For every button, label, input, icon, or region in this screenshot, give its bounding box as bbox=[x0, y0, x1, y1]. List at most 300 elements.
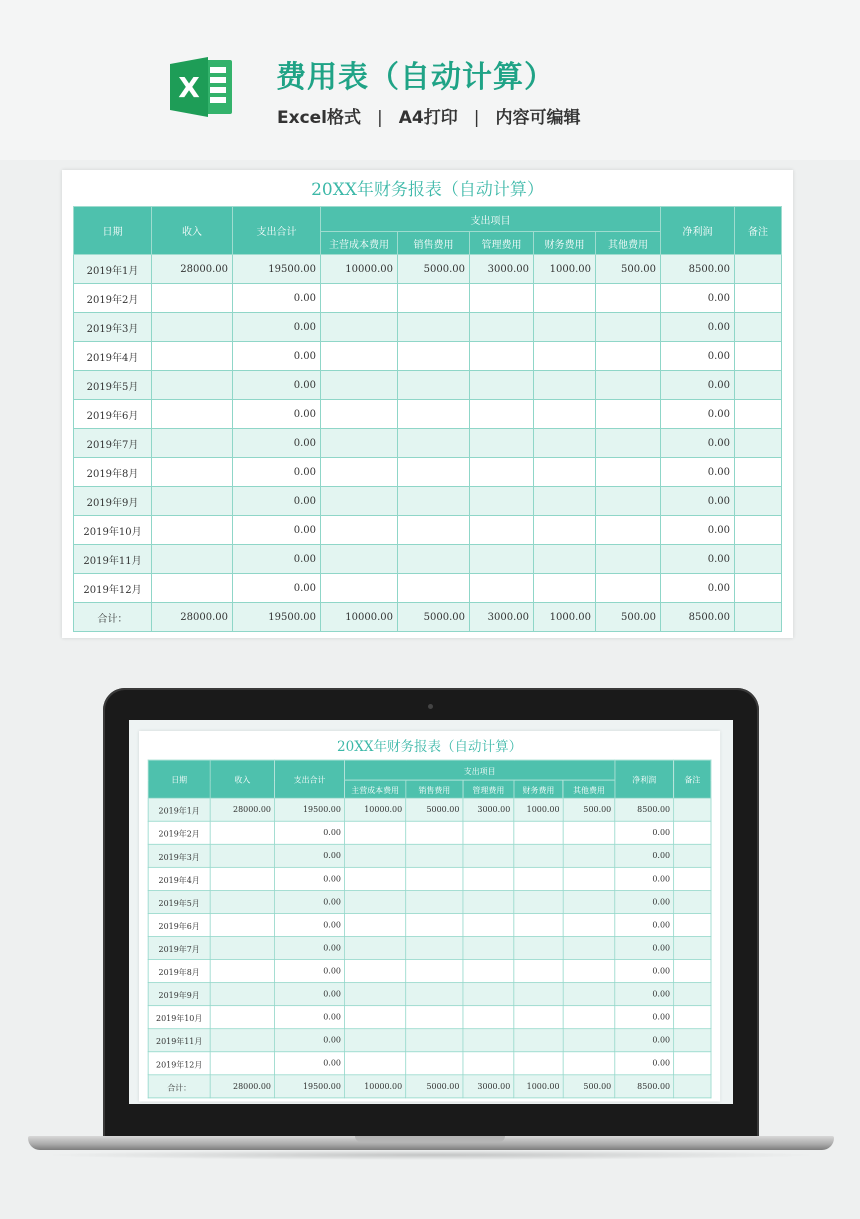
table-row bbox=[74, 313, 782, 342]
table-cell[interactable] bbox=[534, 400, 596, 429]
table-cell[interactable]: 5000.00 bbox=[406, 798, 463, 821]
table-cell[interactable] bbox=[152, 371, 233, 400]
table-cell[interactable]: 2019年10月 bbox=[148, 1006, 210, 1029]
table-cell[interactable] bbox=[463, 844, 514, 867]
table-cell[interactable]: 0.00 bbox=[615, 913, 674, 936]
table-cell[interactable] bbox=[210, 890, 274, 913]
table-cell[interactable] bbox=[563, 1029, 615, 1052]
total-cell[interactable]: 1000.00 bbox=[514, 1075, 563, 1098]
table-cell[interactable]: 0.00 bbox=[615, 844, 674, 867]
table-cell[interactable] bbox=[534, 429, 596, 458]
table-cell[interactable] bbox=[345, 937, 406, 960]
table-cell[interactable]: 0.00 bbox=[275, 821, 345, 844]
col-date-header: 日期 bbox=[148, 760, 210, 798]
table-cell[interactable]: 2019年5月 bbox=[74, 371, 152, 400]
table-cell[interactable] bbox=[398, 545, 470, 574]
table-cell[interactable]: 0.00 bbox=[233, 342, 321, 371]
total-cell[interactable]: 19500.00 bbox=[233, 603, 321, 632]
table-cell[interactable]: 0.00 bbox=[275, 913, 345, 936]
table-cell[interactable]: 2019年4月 bbox=[148, 867, 210, 890]
table-cell[interactable] bbox=[674, 890, 711, 913]
table-cell[interactable] bbox=[596, 342, 661, 371]
table-cell[interactable] bbox=[406, 913, 463, 936]
table-cell[interactable] bbox=[674, 983, 711, 1006]
table-cell[interactable] bbox=[152, 284, 233, 313]
table-cell[interactable] bbox=[735, 313, 782, 342]
table-cell[interactable]: 2019年5月 bbox=[148, 890, 210, 913]
table-cell[interactable] bbox=[463, 867, 514, 890]
table-cell[interactable] bbox=[406, 890, 463, 913]
total-cell[interactable]: 28000.00 bbox=[152, 603, 233, 632]
table-cell[interactable]: 10000.00 bbox=[345, 798, 406, 821]
table-cell[interactable]: 19500.00 bbox=[275, 798, 345, 821]
table-cell[interactable] bbox=[735, 255, 782, 284]
table-cell[interactable] bbox=[152, 516, 233, 545]
col-expense-items-header: 支出项目 bbox=[345, 760, 615, 780]
table-row bbox=[148, 1052, 711, 1075]
table-row bbox=[148, 821, 711, 844]
table-cell[interactable]: 2019年4月 bbox=[74, 342, 152, 371]
table-cell[interactable] bbox=[596, 371, 661, 400]
table-cell[interactable]: 0.00 bbox=[661, 458, 735, 487]
table-cell[interactable] bbox=[406, 937, 463, 960]
table-cell[interactable] bbox=[210, 1052, 274, 1075]
laptop-notch bbox=[355, 1136, 505, 1142]
table-cell[interactable] bbox=[345, 844, 406, 867]
total-cell[interactable]: 28000.00 bbox=[210, 1075, 274, 1098]
table-cell[interactable]: 0.00 bbox=[275, 983, 345, 1006]
table-cell[interactable]: 0.00 bbox=[275, 937, 345, 960]
table-cell[interactable] bbox=[674, 937, 711, 960]
table-cell[interactable] bbox=[563, 937, 615, 960]
table-cell[interactable] bbox=[596, 574, 661, 603]
subtitle-print: A4打印 bbox=[398, 108, 458, 128]
total-cell[interactable] bbox=[735, 603, 782, 632]
table-cell[interactable] bbox=[470, 342, 534, 371]
table-cell[interactable]: 0.00 bbox=[275, 890, 345, 913]
table-cell[interactable] bbox=[398, 284, 470, 313]
table-cell[interactable] bbox=[398, 458, 470, 487]
table-cell[interactable] bbox=[470, 371, 534, 400]
table-cell[interactable] bbox=[406, 867, 463, 890]
table-cell[interactable]: 0.00 bbox=[233, 284, 321, 313]
table-cell[interactable]: 0.00 bbox=[615, 867, 674, 890]
table-cell[interactable] bbox=[463, 821, 514, 844]
table-cell[interactable]: 0.00 bbox=[275, 1006, 345, 1029]
table-cell[interactable]: 0.00 bbox=[615, 1029, 674, 1052]
table-cell[interactable] bbox=[321, 400, 398, 429]
table-cell[interactable] bbox=[321, 458, 398, 487]
total-cell[interactable]: 500.00 bbox=[563, 1075, 615, 1098]
table-cell[interactable]: 0.00 bbox=[233, 516, 321, 545]
table-cell[interactable] bbox=[514, 1029, 563, 1052]
table-cell[interactable] bbox=[406, 821, 463, 844]
table-cell[interactable] bbox=[345, 983, 406, 1006]
table-cell[interactable] bbox=[674, 821, 711, 844]
table-cell[interactable] bbox=[152, 429, 233, 458]
table-cell[interactable]: 0.00 bbox=[275, 867, 345, 890]
table-cell[interactable] bbox=[563, 867, 615, 890]
table-cell[interactable] bbox=[321, 487, 398, 516]
table-cell[interactable] bbox=[152, 313, 233, 342]
table-cell[interactable] bbox=[406, 960, 463, 983]
table-cell[interactable]: 3000.00 bbox=[470, 255, 534, 284]
table-cell[interactable] bbox=[463, 1052, 514, 1075]
table-cell[interactable] bbox=[321, 574, 398, 603]
table-cell[interactable] bbox=[735, 429, 782, 458]
excel-x-icon bbox=[166, 52, 236, 122]
total-cell[interactable]: 3000.00 bbox=[470, 603, 534, 632]
table-cell[interactable]: 2019年1月 bbox=[74, 255, 152, 284]
table-cell[interactable]: 0.00 bbox=[233, 574, 321, 603]
table-cell[interactable] bbox=[210, 913, 274, 936]
table-cell[interactable] bbox=[534, 545, 596, 574]
table-cell[interactable]: 0.00 bbox=[233, 400, 321, 429]
table-row bbox=[148, 937, 711, 960]
table-cell[interactable]: 0.00 bbox=[275, 960, 345, 983]
table-cell[interactable] bbox=[463, 960, 514, 983]
subtitle-separator: | bbox=[473, 108, 480, 128]
table-row bbox=[148, 960, 711, 983]
table-cell[interactable] bbox=[563, 1006, 615, 1029]
table-cell[interactable] bbox=[596, 545, 661, 574]
table-cell[interactable] bbox=[514, 913, 563, 936]
header-row bbox=[148, 760, 711, 780]
table-cell[interactable] bbox=[674, 798, 711, 821]
table-cell[interactable]: 0.00 bbox=[661, 371, 735, 400]
table-cell[interactable] bbox=[463, 937, 514, 960]
table-cell[interactable] bbox=[596, 487, 661, 516]
table-cell[interactable] bbox=[674, 1029, 711, 1052]
table-cell[interactable]: 0.00 bbox=[661, 516, 735, 545]
table-cell[interactable] bbox=[398, 429, 470, 458]
table-cell[interactable] bbox=[398, 371, 470, 400]
table-cell[interactable] bbox=[470, 516, 534, 545]
table-cell[interactable]: 0.00 bbox=[233, 371, 321, 400]
table-cell[interactable] bbox=[514, 1006, 563, 1029]
table-cell[interactable]: 2019年3月 bbox=[74, 313, 152, 342]
table-cell[interactable] bbox=[152, 400, 233, 429]
table-cell[interactable]: 5000.00 bbox=[398, 255, 470, 284]
table-cell[interactable] bbox=[210, 844, 274, 867]
table-cell[interactable] bbox=[210, 937, 274, 960]
total-cell[interactable]: 合计： bbox=[74, 603, 152, 632]
table-row bbox=[74, 487, 782, 516]
table-cell[interactable] bbox=[596, 429, 661, 458]
product-header bbox=[0, 0, 860, 160]
table-cell[interactable]: 2019年7月 bbox=[148, 937, 210, 960]
table-cell[interactable]: 0.00 bbox=[275, 844, 345, 867]
total-cell[interactable]: 500.00 bbox=[596, 603, 661, 632]
col-net-profit-header: 净利润 bbox=[615, 760, 674, 798]
table-cell[interactable] bbox=[735, 545, 782, 574]
table-cell[interactable] bbox=[534, 516, 596, 545]
table-cell[interactable] bbox=[674, 960, 711, 983]
table-cell[interactable] bbox=[463, 983, 514, 1006]
table-cell[interactable] bbox=[463, 1029, 514, 1052]
table-cell[interactable] bbox=[735, 342, 782, 371]
table-cell[interactable]: 0.00 bbox=[233, 313, 321, 342]
table-cell[interactable] bbox=[596, 458, 661, 487]
table-cell[interactable] bbox=[563, 890, 615, 913]
table-cell[interactable] bbox=[345, 1006, 406, 1029]
table-cell[interactable]: 0.00 bbox=[233, 429, 321, 458]
col-income-header: 收入 bbox=[152, 207, 233, 255]
total-cell[interactable]: 5000.00 bbox=[406, 1075, 463, 1098]
table-cell[interactable]: 1000.00 bbox=[534, 255, 596, 284]
table-cell[interactable] bbox=[596, 313, 661, 342]
table-cell[interactable]: 2019年6月 bbox=[148, 913, 210, 936]
table-cell[interactable] bbox=[152, 487, 233, 516]
table-row bbox=[74, 255, 782, 284]
table-cell[interactable] bbox=[152, 545, 233, 574]
table-cell[interactable]: 0.00 bbox=[615, 821, 674, 844]
table-cell[interactable]: 2019年1月 bbox=[148, 798, 210, 821]
table-cell[interactable]: 2019年10月 bbox=[74, 516, 152, 545]
table-cell[interactable]: 19500.00 bbox=[233, 255, 321, 284]
table-row bbox=[148, 844, 711, 867]
table-cell[interactable]: 0.00 bbox=[615, 937, 674, 960]
table-cell[interactable]: 0.00 bbox=[233, 487, 321, 516]
table-cell[interactable] bbox=[674, 844, 711, 867]
table-row bbox=[148, 890, 711, 913]
table-cell[interactable] bbox=[321, 342, 398, 371]
table-cell[interactable] bbox=[470, 458, 534, 487]
table-cell[interactable] bbox=[406, 1029, 463, 1052]
table-cell[interactable] bbox=[463, 890, 514, 913]
table-cell[interactable] bbox=[563, 983, 615, 1006]
table-cell[interactable] bbox=[152, 458, 233, 487]
total-cell[interactable]: 3000.00 bbox=[463, 1075, 514, 1098]
table-cell[interactable]: 28000.00 bbox=[210, 798, 274, 821]
table-cell[interactable]: 0.00 bbox=[661, 487, 735, 516]
table-cell[interactable]: 2019年11月 bbox=[74, 545, 152, 574]
table-cell[interactable] bbox=[345, 821, 406, 844]
table-row bbox=[74, 400, 782, 429]
table-cell[interactable] bbox=[210, 983, 274, 1006]
table-cell[interactable] bbox=[321, 545, 398, 574]
table-cell[interactable] bbox=[534, 371, 596, 400]
spreadsheet-preview bbox=[62, 170, 793, 638]
total-cell[interactable]: 10000.00 bbox=[321, 603, 398, 632]
table-cell[interactable] bbox=[534, 458, 596, 487]
table-cell[interactable] bbox=[514, 844, 563, 867]
table-cell[interactable]: 2019年6月 bbox=[74, 400, 152, 429]
table-cell[interactable] bbox=[345, 1052, 406, 1075]
total-cell[interactable]: 1000.00 bbox=[534, 603, 596, 632]
table-cell[interactable] bbox=[463, 913, 514, 936]
table-cell[interactable] bbox=[406, 844, 463, 867]
table-cell[interactable]: 3000.00 bbox=[463, 798, 514, 821]
col-admin-fee-header: 管理费用 bbox=[463, 780, 514, 798]
table-cell[interactable]: 2019年12月 bbox=[148, 1052, 210, 1075]
table-cell[interactable]: 8500.00 bbox=[615, 798, 674, 821]
table-cell[interactable]: 10000.00 bbox=[321, 255, 398, 284]
table-cell[interactable] bbox=[398, 574, 470, 603]
table-cell[interactable] bbox=[514, 890, 563, 913]
total-cell[interactable]: 19500.00 bbox=[275, 1075, 345, 1098]
table-cell[interactable] bbox=[406, 1006, 463, 1029]
table-cell[interactable] bbox=[321, 371, 398, 400]
table-cell[interactable] bbox=[345, 890, 406, 913]
table-cell[interactable] bbox=[534, 342, 596, 371]
table-cell[interactable] bbox=[152, 574, 233, 603]
table-cell[interactable] bbox=[398, 342, 470, 371]
table-cell[interactable]: 2019年8月 bbox=[148, 960, 210, 983]
table-cell[interactable] bbox=[674, 913, 711, 936]
table-cell[interactable] bbox=[534, 487, 596, 516]
table-cell[interactable]: 0.00 bbox=[615, 1052, 674, 1075]
table-cell[interactable] bbox=[596, 516, 661, 545]
table-cell[interactable] bbox=[345, 1029, 406, 1052]
col-main-cost-header: 主营成本费用 bbox=[345, 780, 406, 798]
table-cell[interactable] bbox=[398, 516, 470, 545]
table-cell[interactable]: 0.00 bbox=[661, 545, 735, 574]
table-cell[interactable] bbox=[534, 574, 596, 603]
table-cell[interactable] bbox=[345, 913, 406, 936]
table-cell[interactable]: 0.00 bbox=[661, 284, 735, 313]
table-cell[interactable] bbox=[563, 1052, 615, 1075]
table-cell[interactable] bbox=[470, 429, 534, 458]
table-cell[interactable]: 2019年11月 bbox=[148, 1029, 210, 1052]
table-cell[interactable] bbox=[514, 821, 563, 844]
laptop-camera bbox=[428, 704, 433, 709]
table-cell[interactable]: 0.00 bbox=[615, 983, 674, 1006]
table-cell[interactable] bbox=[674, 1006, 711, 1029]
table-cell[interactable]: 0.00 bbox=[233, 545, 321, 574]
table-cell[interactable] bbox=[563, 844, 615, 867]
sheet-title: 20XX年财务报表（自动计算） bbox=[311, 180, 544, 200]
col-expense-total-header: 支出合计 bbox=[233, 207, 321, 255]
table-cell[interactable]: 2019年9月 bbox=[148, 983, 210, 1006]
table-cell[interactable]: 0.00 bbox=[615, 1006, 674, 1029]
table-cell[interactable] bbox=[563, 913, 615, 936]
table-cell[interactable] bbox=[321, 313, 398, 342]
table-cell[interactable] bbox=[210, 821, 274, 844]
table-cell[interactable]: 0.00 bbox=[275, 1052, 345, 1075]
table-cell[interactable]: 2019年12月 bbox=[74, 574, 152, 603]
sheet-title: 20XX年财务报表（自动计算） bbox=[337, 738, 523, 755]
table-cell[interactable] bbox=[563, 960, 615, 983]
table-cell[interactable]: 0.00 bbox=[661, 342, 735, 371]
table-cell[interactable] bbox=[596, 284, 661, 313]
table-cell[interactable]: 8500.00 bbox=[661, 255, 735, 284]
table-cell[interactable] bbox=[470, 400, 534, 429]
table-cell[interactable] bbox=[463, 1006, 514, 1029]
table-cell[interactable] bbox=[735, 400, 782, 429]
header-row bbox=[74, 207, 782, 232]
table-cell[interactable] bbox=[674, 1052, 711, 1075]
table-cell[interactable] bbox=[514, 937, 563, 960]
table-cell[interactable]: 28000.00 bbox=[152, 255, 233, 284]
table-cell[interactable]: 1000.00 bbox=[514, 798, 563, 821]
finance-table bbox=[148, 760, 712, 1099]
table-cell[interactable] bbox=[406, 1052, 463, 1075]
total-cell[interactable]: 10000.00 bbox=[345, 1075, 406, 1098]
table-cell[interactable] bbox=[735, 458, 782, 487]
table-cell[interactable] bbox=[596, 400, 661, 429]
total-cell[interactable]: 8500.00 bbox=[661, 603, 735, 632]
col-sales-fee-header: 销售费用 bbox=[398, 232, 470, 255]
table-cell[interactable] bbox=[735, 516, 782, 545]
table-cell[interactable] bbox=[470, 487, 534, 516]
product-subtitle bbox=[277, 103, 580, 128]
table-cell[interactable] bbox=[735, 371, 782, 400]
table-cell[interactable] bbox=[210, 867, 274, 890]
table-cell[interactable]: 0.00 bbox=[233, 458, 321, 487]
total-row bbox=[74, 603, 782, 632]
table-cell[interactable] bbox=[470, 313, 534, 342]
table-cell[interactable]: 500.00 bbox=[596, 255, 661, 284]
table-cell[interactable] bbox=[345, 960, 406, 983]
table-cell[interactable] bbox=[514, 867, 563, 890]
table-cell[interactable] bbox=[735, 574, 782, 603]
table-row bbox=[148, 913, 711, 936]
table-cell[interactable] bbox=[152, 342, 233, 371]
table-cell[interactable]: 2019年7月 bbox=[74, 429, 152, 458]
table-cell[interactable]: 2019年8月 bbox=[74, 458, 152, 487]
table-cell[interactable] bbox=[534, 313, 596, 342]
table-cell[interactable]: 0.00 bbox=[661, 574, 735, 603]
table-cell[interactable] bbox=[735, 487, 782, 516]
table-cell[interactable] bbox=[406, 983, 463, 1006]
table-cell[interactable] bbox=[398, 487, 470, 516]
table-cell[interactable] bbox=[321, 516, 398, 545]
table-cell[interactable] bbox=[470, 545, 534, 574]
table-cell[interactable]: 2019年2月 bbox=[74, 284, 152, 313]
table-cell[interactable] bbox=[534, 284, 596, 313]
col-income-header: 收入 bbox=[210, 760, 274, 798]
table-cell[interactable] bbox=[563, 821, 615, 844]
table-cell[interactable] bbox=[398, 313, 470, 342]
table-cell[interactable]: 500.00 bbox=[563, 798, 615, 821]
table-cell[interactable] bbox=[470, 574, 534, 603]
table-cell[interactable] bbox=[470, 284, 534, 313]
table-cell[interactable]: 0.00 bbox=[615, 890, 674, 913]
table-cell[interactable] bbox=[735, 284, 782, 313]
table-cell[interactable]: 2019年3月 bbox=[148, 844, 210, 867]
table-row bbox=[74, 429, 782, 458]
total-cell[interactable]: 8500.00 bbox=[615, 1075, 674, 1098]
table-cell[interactable]: 0.00 bbox=[661, 400, 735, 429]
table-cell[interactable] bbox=[345, 867, 406, 890]
table-cell[interactable] bbox=[321, 284, 398, 313]
table-cell[interactable] bbox=[398, 400, 470, 429]
col-other-fee-header: 其他费用 bbox=[596, 232, 661, 255]
table-cell[interactable] bbox=[514, 1052, 563, 1075]
table-cell[interactable]: 2019年9月 bbox=[74, 487, 152, 516]
table-cell[interactable]: 0.00 bbox=[661, 429, 735, 458]
col-expense-total-header: 支出合计 bbox=[275, 760, 345, 798]
table-cell[interactable] bbox=[210, 1029, 274, 1052]
total-cell[interactable]: 合计： bbox=[148, 1075, 210, 1098]
table-cell[interactable] bbox=[210, 960, 274, 983]
product-title: 费用表（自动计算） bbox=[276, 60, 555, 95]
table-cell[interactable]: 0.00 bbox=[275, 1029, 345, 1052]
table-cell[interactable] bbox=[514, 960, 563, 983]
table-cell[interactable] bbox=[674, 867, 711, 890]
total-cell[interactable]: 5000.00 bbox=[398, 603, 470, 632]
table-cell[interactable] bbox=[514, 983, 563, 1006]
table-cell[interactable]: 0.00 bbox=[661, 313, 735, 342]
col-date-header: 日期 bbox=[74, 207, 152, 255]
total-cell[interactable] bbox=[674, 1075, 711, 1098]
table-cell[interactable] bbox=[321, 429, 398, 458]
table-cell[interactable] bbox=[210, 1006, 274, 1029]
table-cell[interactable]: 0.00 bbox=[615, 960, 674, 983]
table-row bbox=[148, 1006, 711, 1029]
table-cell[interactable]: 2019年2月 bbox=[148, 821, 210, 844]
